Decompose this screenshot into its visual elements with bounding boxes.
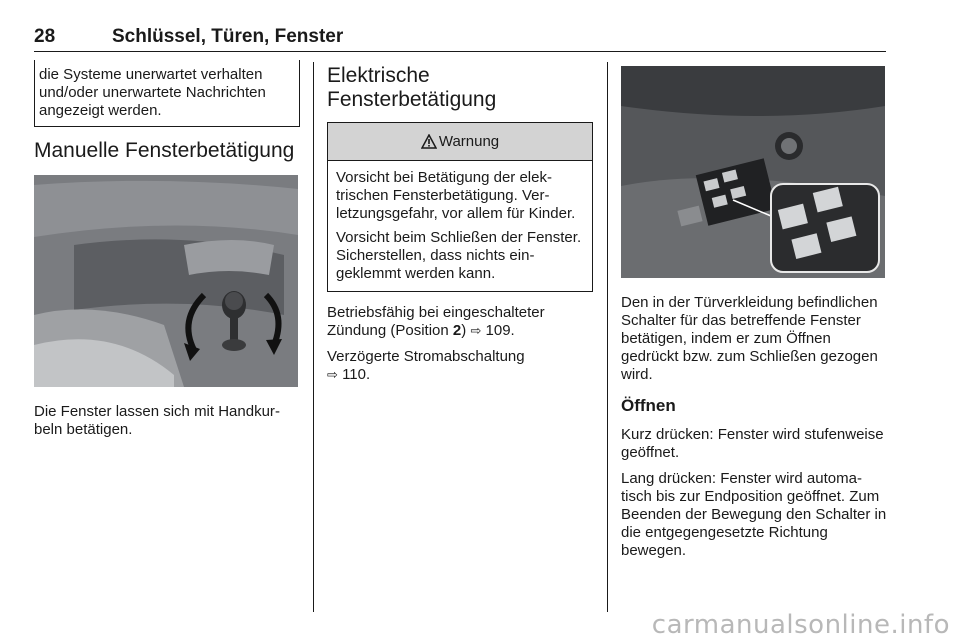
warning-para-2: Vorsicht beim Schließen der Fenster. Sicherstellen, dass nichts eingeklemmt werden kann. — [336, 229, 582, 282]
short-press-text: Kurz drücken: Fenster wird stufenweise geöffnet. — [621, 426, 884, 461]
section-heading-electric: Elektrische Fensterbetätigung — [327, 64, 497, 111]
warning-title: Warnung — [438, 133, 500, 150]
long-press-text: Lang drücken: Fenster wird automatisch bis zur Endposition geöffnet. Zum Beenden der Bewegung den Schalter in die entgegengesetzte Richtung bewegen. — [621, 470, 887, 559]
continued-note-box — [34, 60, 300, 127]
column-divider — [607, 62, 608, 612]
continued-note-text: die Systeme unerwartet verhalten und/oder unerwartete Nachrichten angezeigt werden. — [39, 66, 266, 119]
site-watermark: carmanualsonline.info — [651, 610, 950, 640]
power-window-switch-image — [621, 66, 885, 278]
page-ref-arrow-icon: ⇨ — [327, 367, 338, 382]
chapter-title: Schlüssel, Türen, Fenster — [112, 26, 344, 47]
manual-window-crank-image — [34, 175, 298, 387]
ignition-page-ref[interactable]: 109. — [485, 322, 515, 339]
column-left — [34, 60, 300, 439]
manual-caption: Die Fenster lassen sich mit Handkurbeln betätigen. — [34, 403, 280, 438]
column-middle — [327, 60, 593, 384]
warning-header — [328, 123, 592, 161]
ignition-position: 2 — [452, 322, 462, 339]
warning-triangle-icon — [421, 134, 437, 149]
warning-box — [327, 122, 593, 292]
column-right — [621, 60, 887, 560]
warning-body — [328, 161, 592, 291]
delay-label: Verzögerte Stromabschaltung — [327, 348, 525, 365]
warning-para-1: Vorsicht bei Betätigung der elektrischen Fensterbetätigung. Verletzungsgefahr, vor allem für Kinder. — [336, 169, 576, 222]
switch-instructions: Den in der Türverkleidung befindlichen Schalter für das betreffende Fenster betätigen, indem er zum Öffnen gedrückt bzw. zum Schließen gezogen wird. — [621, 294, 878, 383]
page-ref-arrow-icon: ⇨ — [470, 323, 482, 338]
ignition-text-post: ) — [461, 322, 471, 339]
page-header — [34, 26, 886, 52]
section-heading-manual: Manuelle Fensterbetätigung — [34, 139, 295, 162]
delay-page-ref[interactable]: 110. — [342, 366, 371, 383]
ignition-text-pre: Betriebsfähig bei eingeschalteter Zündung (Position — [327, 304, 545, 339]
delay-text — [327, 348, 593, 384]
ignition-text — [327, 304, 593, 340]
column-divider — [313, 62, 314, 612]
page-number: 28 — [34, 26, 56, 47]
opening-heading: Öffnen — [621, 396, 676, 415]
